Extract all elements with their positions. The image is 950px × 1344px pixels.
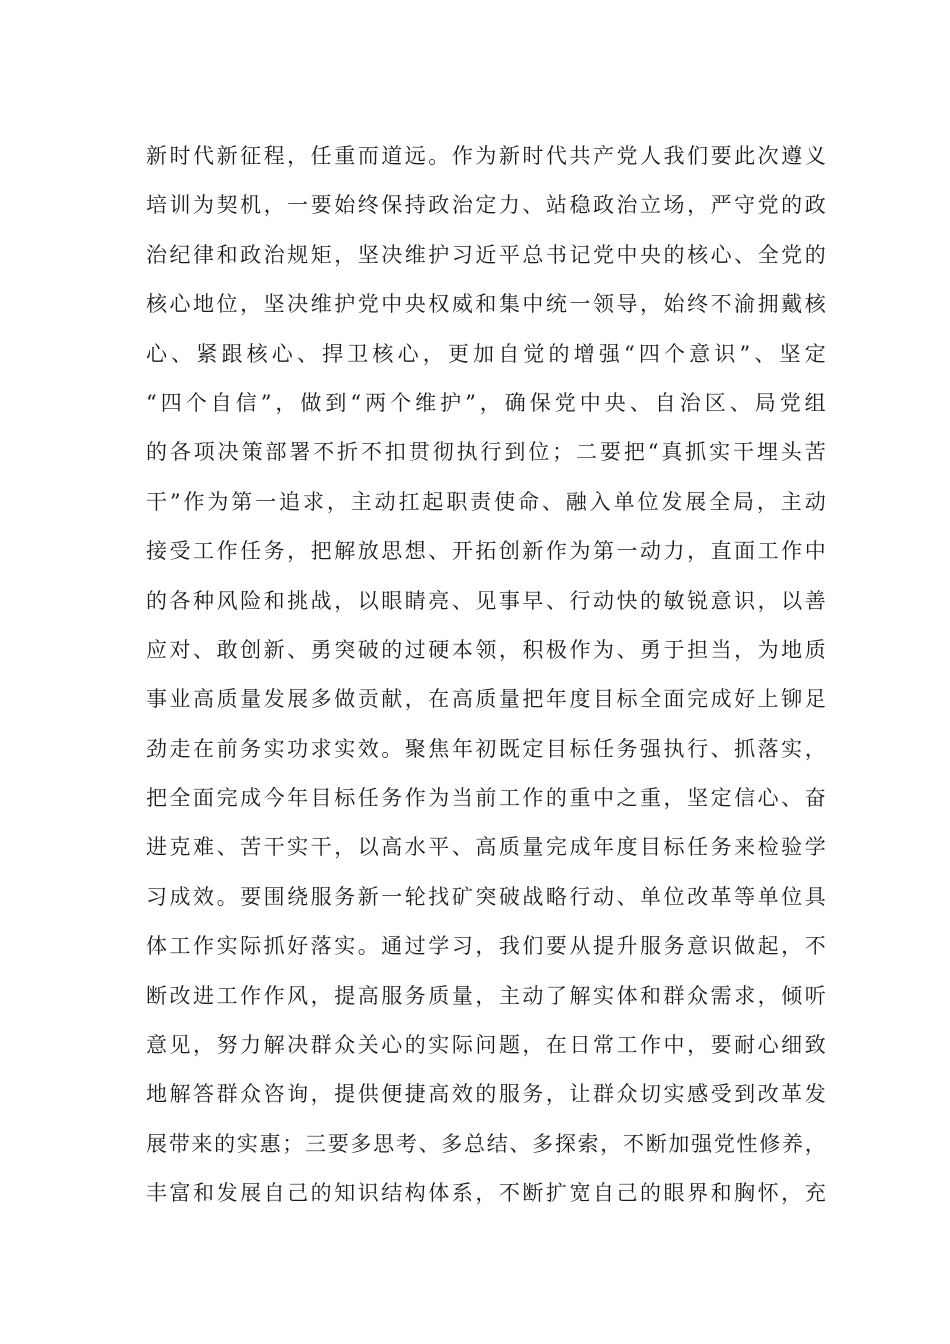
text-line: 展带来的实惠；三要多思考、多总结、多探索，不断加强党性修养， xyxy=(146,1131,826,1156)
text-line: 新时代新征程，任重而道远。作为新时代共产党人我们要此次遵义 xyxy=(146,144,826,168)
text-line: 体工作实际抓好落实。通过学习，我们要从提升服务意识做起，不 xyxy=(146,934,826,959)
text-line: “四个自信”，做到“两个维护”，确保党中央、自治区、局党组 xyxy=(146,390,826,415)
body-paragraph xyxy=(146,132,826,1219)
text-line: 的各种风险和挑战，以眼睛亮、见事早、行动快的敏锐意识，以善 xyxy=(146,588,826,613)
text-line: 干”作为第一追求，主动扛起职责使命、融入单位发展全局，主动 xyxy=(146,489,826,514)
text-line: 心、紧跟核心、捍卫核心，更加自觉的增强“四个意识”、坚定 xyxy=(146,341,826,366)
text-line: 核心地位，坚决维护党中央权威和集中统一领导，始终不渝拥戴核 xyxy=(146,292,826,317)
text-line: 习成效。要围绕服务新一轮找矿突破战略行动、单位改革等单位具 xyxy=(146,884,826,909)
text-line: 培训为契机，一要始终保持政治定力、站稳政治立场，严守党的政 xyxy=(146,193,826,218)
text-line: 治纪律和政治规矩，坚决维护习近平总书记党中央的核心、全党的 xyxy=(146,242,826,267)
text-line: 接受工作任务，把解放思想、开拓创新作为第一动力，直面工作中 xyxy=(146,539,826,564)
text-line: 断改进工作作风，提高服务质量，主动了解实体和群众需求，倾听 xyxy=(146,983,826,1008)
text-line: 进克难、苦干实干，以高水平、高质量完成年度目标任务来检验学 xyxy=(146,835,826,860)
text-line: 劲走在前务实功求实效。聚焦年初既定目标任务强执行、抓落实， xyxy=(146,736,826,761)
text-line: 丰富和发展自己的知识结构体系，不断扩宽自己的眼界和胸怀，充 xyxy=(146,1181,826,1206)
text-line: 地解答群众咨询，提供便捷高效的服务，让群众切实感受到改革发 xyxy=(146,1082,826,1107)
text-line: 应对、敢创新、勇突破的过硬本领，积极作为、勇于担当，为地质 xyxy=(146,637,826,662)
text-line: 意见，努力解决群众关心的实际问题，在日常工作中，要耐心细致 xyxy=(146,1033,826,1058)
text-line: 的各项决策部署不折不扣贯彻执行到位；二要把“真抓实干埋头苦 xyxy=(146,440,826,465)
text-line: 事业高质量发展多做贡献，在高质量把年度目标全面完成好上铆足 xyxy=(146,687,826,712)
text-line: 把全面完成今年目标任务作为当前工作的重中之重，坚定信心、奋 xyxy=(146,786,826,811)
